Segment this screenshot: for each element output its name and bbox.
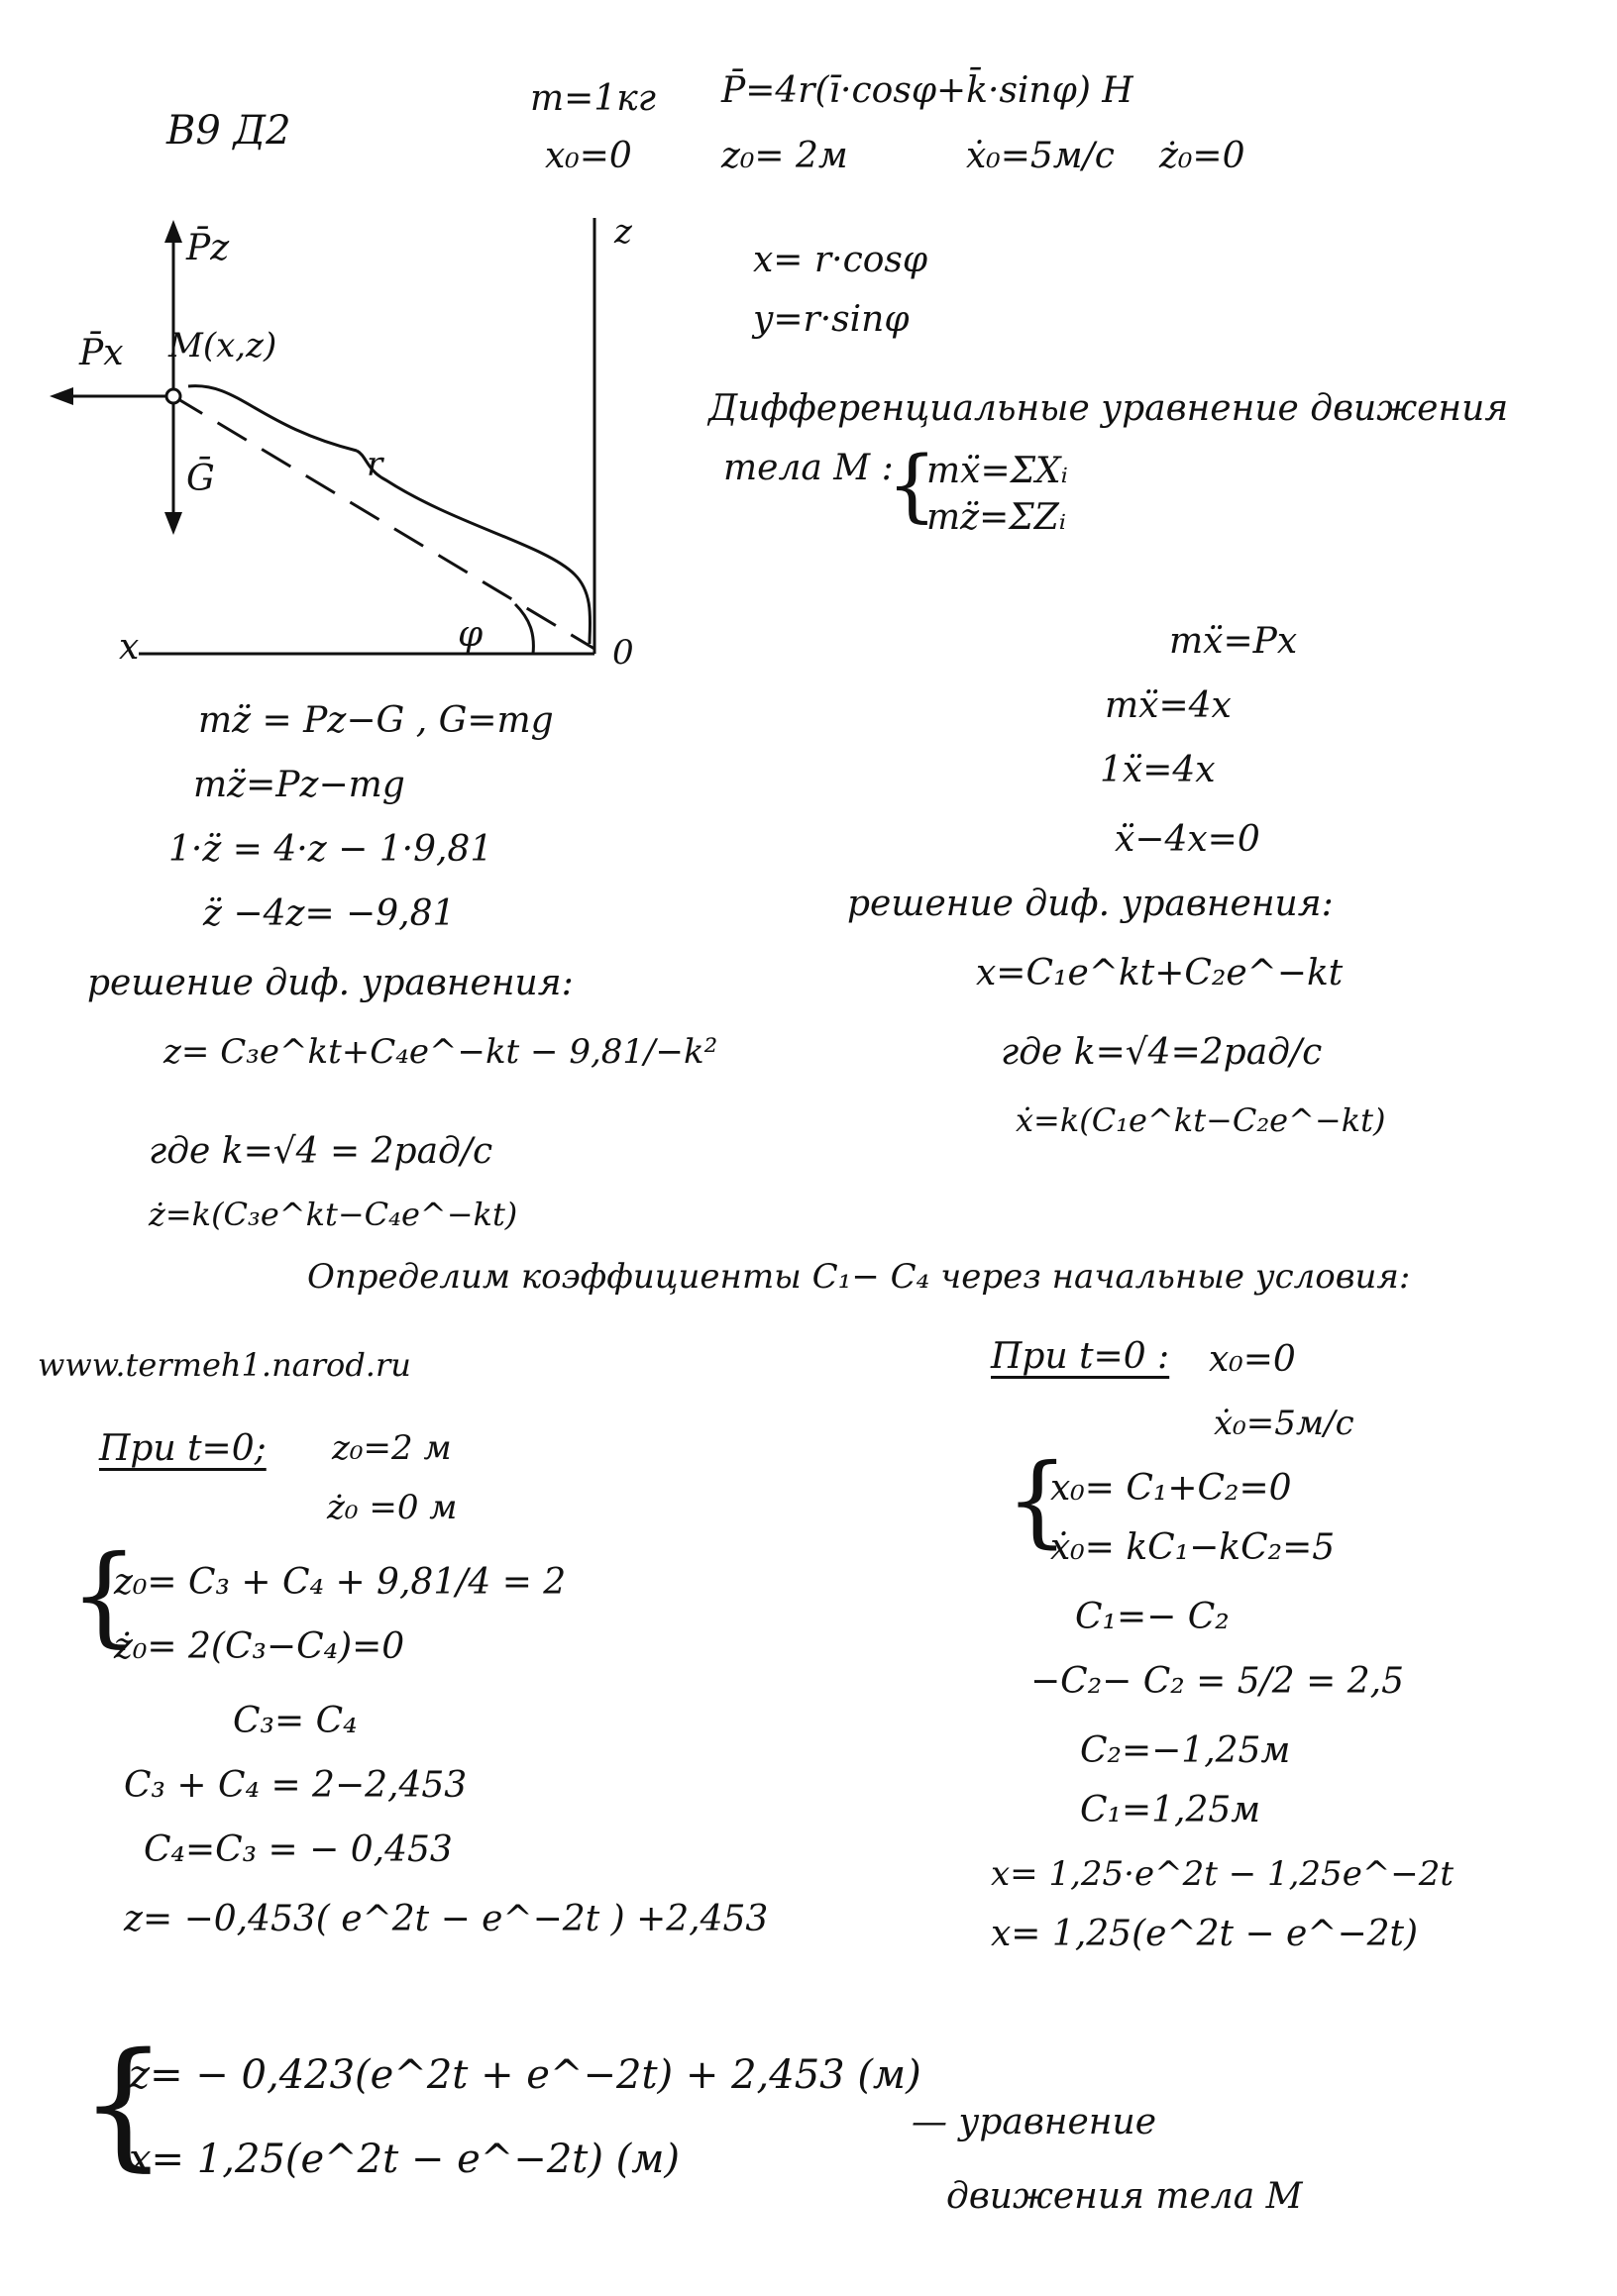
x-coeff-step2: −C₂− C₂ = 5/2 = 2,5 [1030,1661,1405,1702]
x-general-solution: x=C₁e^kt+C₂e^−kt [976,953,1344,993]
z-coeff-step1: C₃= C₄ [233,1701,358,1741]
label-g: Ḡ [186,459,215,499]
final-z-equation: z= − 0,423(e^2t + e^−2t) + 2,453 (м) [129,2052,921,2098]
z-solution-title: решение диф. уравнения: [87,963,574,1003]
initial-z0: z₀= 2м [721,136,848,176]
z-eq-step2: mz̈=Pz−mg [193,765,405,805]
x-particular-solution: x= 1,25(e^2t − e^−2t) [991,1914,1419,1954]
y-polar-eq: y=r·sinφ [753,299,910,340]
label-px: P̄x [79,333,124,373]
x-initial-xdot0: ẋ₀=5м/с [1214,1404,1354,1443]
x-solution-expanded: x= 1,25·e^2t − 1,25e^−2t [991,1854,1455,1894]
z-coeff-step2: C₃ + C₄ = 2−2,453 [124,1765,468,1806]
final-description-line1: — уравнение [912,2102,1157,2142]
initial-xdot0: ẋ₀=5м/с [966,136,1115,176]
x-system-eq2: ẋ₀= kC₁−kC₂=5 [1050,1527,1336,1568]
x-initial-x0: x₀=0 [1209,1339,1296,1380]
diff-eq-x: mẍ=ΣXᵢ [926,451,1068,491]
x-eq-step3: 1ẍ=4x [1100,750,1216,790]
z-coeff-step3: C₄=C₃ = − 0,453 [144,1829,453,1870]
x-system-brace: { [1006,1442,1069,1558]
final-description-line2: движения тела M [946,2176,1303,2217]
x-k-value: где k=√4=2рад/с [1001,1032,1323,1073]
z-eq-step1: mz̈ = Pz−G , G=mg [198,700,554,741]
z-velocity: ż=k(C₃e^kt−C₄e^−kt) [149,1196,518,1233]
label-r: r [367,445,383,484]
mass-value: m=1кг [530,78,656,119]
point-m [166,389,180,403]
x-eq-step1: mẍ=Px [1169,621,1298,662]
x-eq-step4: ẍ−4x=0 [1115,819,1260,860]
force-formula: P̄=4r(ī·cosφ+k̄·sinφ) Н [721,70,1133,111]
x-velocity: ẋ=k(C₁e^kt−C₂e^−kt) [1016,1101,1386,1139]
final-x-equation: x= 1,25(e^2t − e^−2t) (м) [129,2137,681,2182]
z-particular-solution: z= −0,453( e^2t − e^−2t ) +2,453 [124,1899,769,1939]
label-x: x [119,627,140,668]
coefficients-note: Определим коэффициенты C₁− C₄ через начальные условия: [307,1257,1411,1297]
z-general-solution: z= C₃e^kt+C₄e^−kt − 9,81/−k² [163,1032,718,1072]
z-eq-step4: z̈ −4z= −9,81 [203,893,456,934]
z-system-eq1: z₀= C₃ + C₄ + 9,81/4 = 2 [114,1562,567,1603]
radius-line [173,396,594,649]
z-initial-zdot0: ż₀ =0 м [327,1488,458,1527]
z-initial-heading: При t=0; [99,1428,267,1469]
x-coeff-step1: C₁=− C₂ [1075,1597,1230,1637]
label-z: z [614,212,632,252]
website-url: www.termeh1.narod.ru [38,1346,411,1384]
label-phi: φ [458,614,484,655]
final-system-brace: { [79,2024,168,2185]
px-arrowhead [50,387,73,405]
z-initial-z0: z₀=2 м [332,1428,452,1468]
label-pz: P̄z [186,228,230,268]
r-brace [188,386,591,644]
x-solution-title: решение диф. уравнения: [847,884,1334,924]
x-initial-heading: При t=0 : [991,1336,1170,1377]
pz-arrowhead [164,220,182,243]
x-coeff-c2: C₂=−1,25м [1080,1730,1291,1771]
initial-x0: x₀=0 [545,136,632,176]
label-m: M(x,z) [168,326,277,365]
initial-zdot0: ż₀=0 [1159,136,1245,176]
z-eq-step3: 1·z̈ = 4·z − 1·9,81 [168,829,493,870]
x-coeff-c1: C₁=1,25м [1080,1790,1261,1830]
system-brace: { [887,439,937,531]
diff-eq-title: Дифференциальные уравнение движения [708,388,1509,429]
label-origin: 0 [612,633,634,673]
z-system-brace: { [69,1531,139,1658]
x-system-eq1: x₀= C₁+C₂=0 [1050,1468,1292,1509]
force-diagram [40,188,674,683]
diff-eq-z: mz̈=ΣZᵢ [926,497,1066,538]
x-eq-step2: mẍ=4x [1105,685,1232,726]
diff-eq-title-body: тела M : [723,448,894,488]
x-polar-eq: x= r·cosφ [753,240,928,280]
variant-label: В9 Д2 [166,108,291,154]
z-system-eq2: ż₀= 2(C₃−C₄)=0 [114,1626,405,1667]
g-arrowhead [164,512,182,535]
z-k-value: где k=√4 = 2рад/с [149,1131,493,1172]
